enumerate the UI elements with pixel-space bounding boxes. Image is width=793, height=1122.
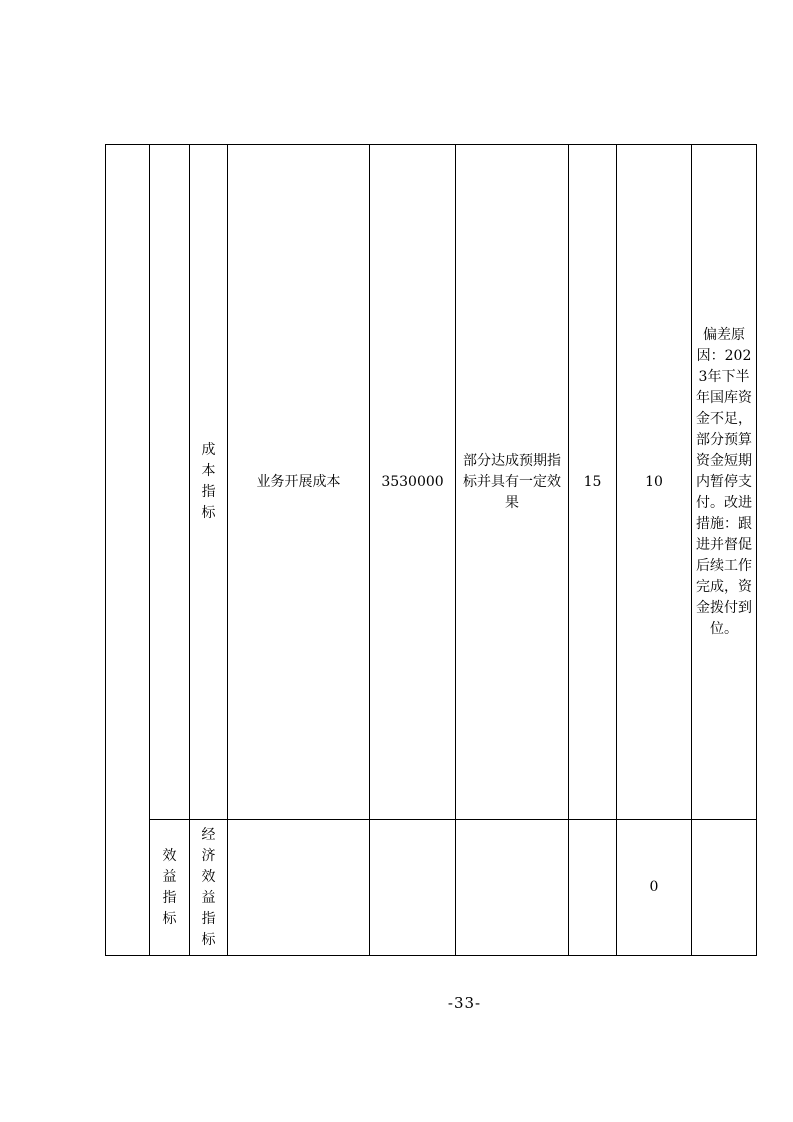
table-row-cost [106, 145, 757, 820]
annual-target-cell [370, 145, 456, 820]
indicator-name-cell [228, 145, 370, 820]
deviation-note-cell [692, 145, 757, 820]
category-label: 效益指标 [162, 847, 177, 927]
deviation-note-cell [692, 820, 757, 956]
category-cell-blank [106, 145, 150, 956]
subcategory-cell [190, 145, 228, 820]
actual-result-cell [456, 145, 569, 820]
subcategory-label: 经济效益指标 [201, 826, 216, 948]
actual-result-cell [456, 820, 569, 956]
score-value: 0 [649, 879, 659, 895]
category-cell-empty [150, 145, 190, 820]
category-cell [150, 820, 190, 956]
weight-value: 15 [583, 473, 602, 490]
annual-target-value: 3530000 [381, 473, 444, 490]
subcategory-label: 成本指标 [201, 442, 216, 521]
indicator-name: 业务开展成本 [256, 473, 341, 490]
performance-indicator-table [105, 144, 757, 956]
score-value: 10 [645, 473, 663, 490]
annual-target-cell [370, 820, 456, 956]
table-row-benefit [106, 820, 757, 956]
score-cell [617, 820, 692, 956]
weight-cell [569, 145, 617, 820]
page-number: -33- [447, 994, 482, 1012]
indicator-name-cell [228, 820, 370, 956]
deviation-note-text: 偏差原因：2023年下半年国库资金不足，部分预算资金短期内暂停支付。改进措施：跟进并督促后续工作完成，资金拨付到位。 [696, 326, 752, 637]
score-cell [617, 145, 692, 820]
subcategory-cell [190, 820, 228, 956]
weight-cell [569, 820, 617, 956]
actual-result-value: 部分达成预期指标并具有一定效果 [463, 452, 561, 511]
